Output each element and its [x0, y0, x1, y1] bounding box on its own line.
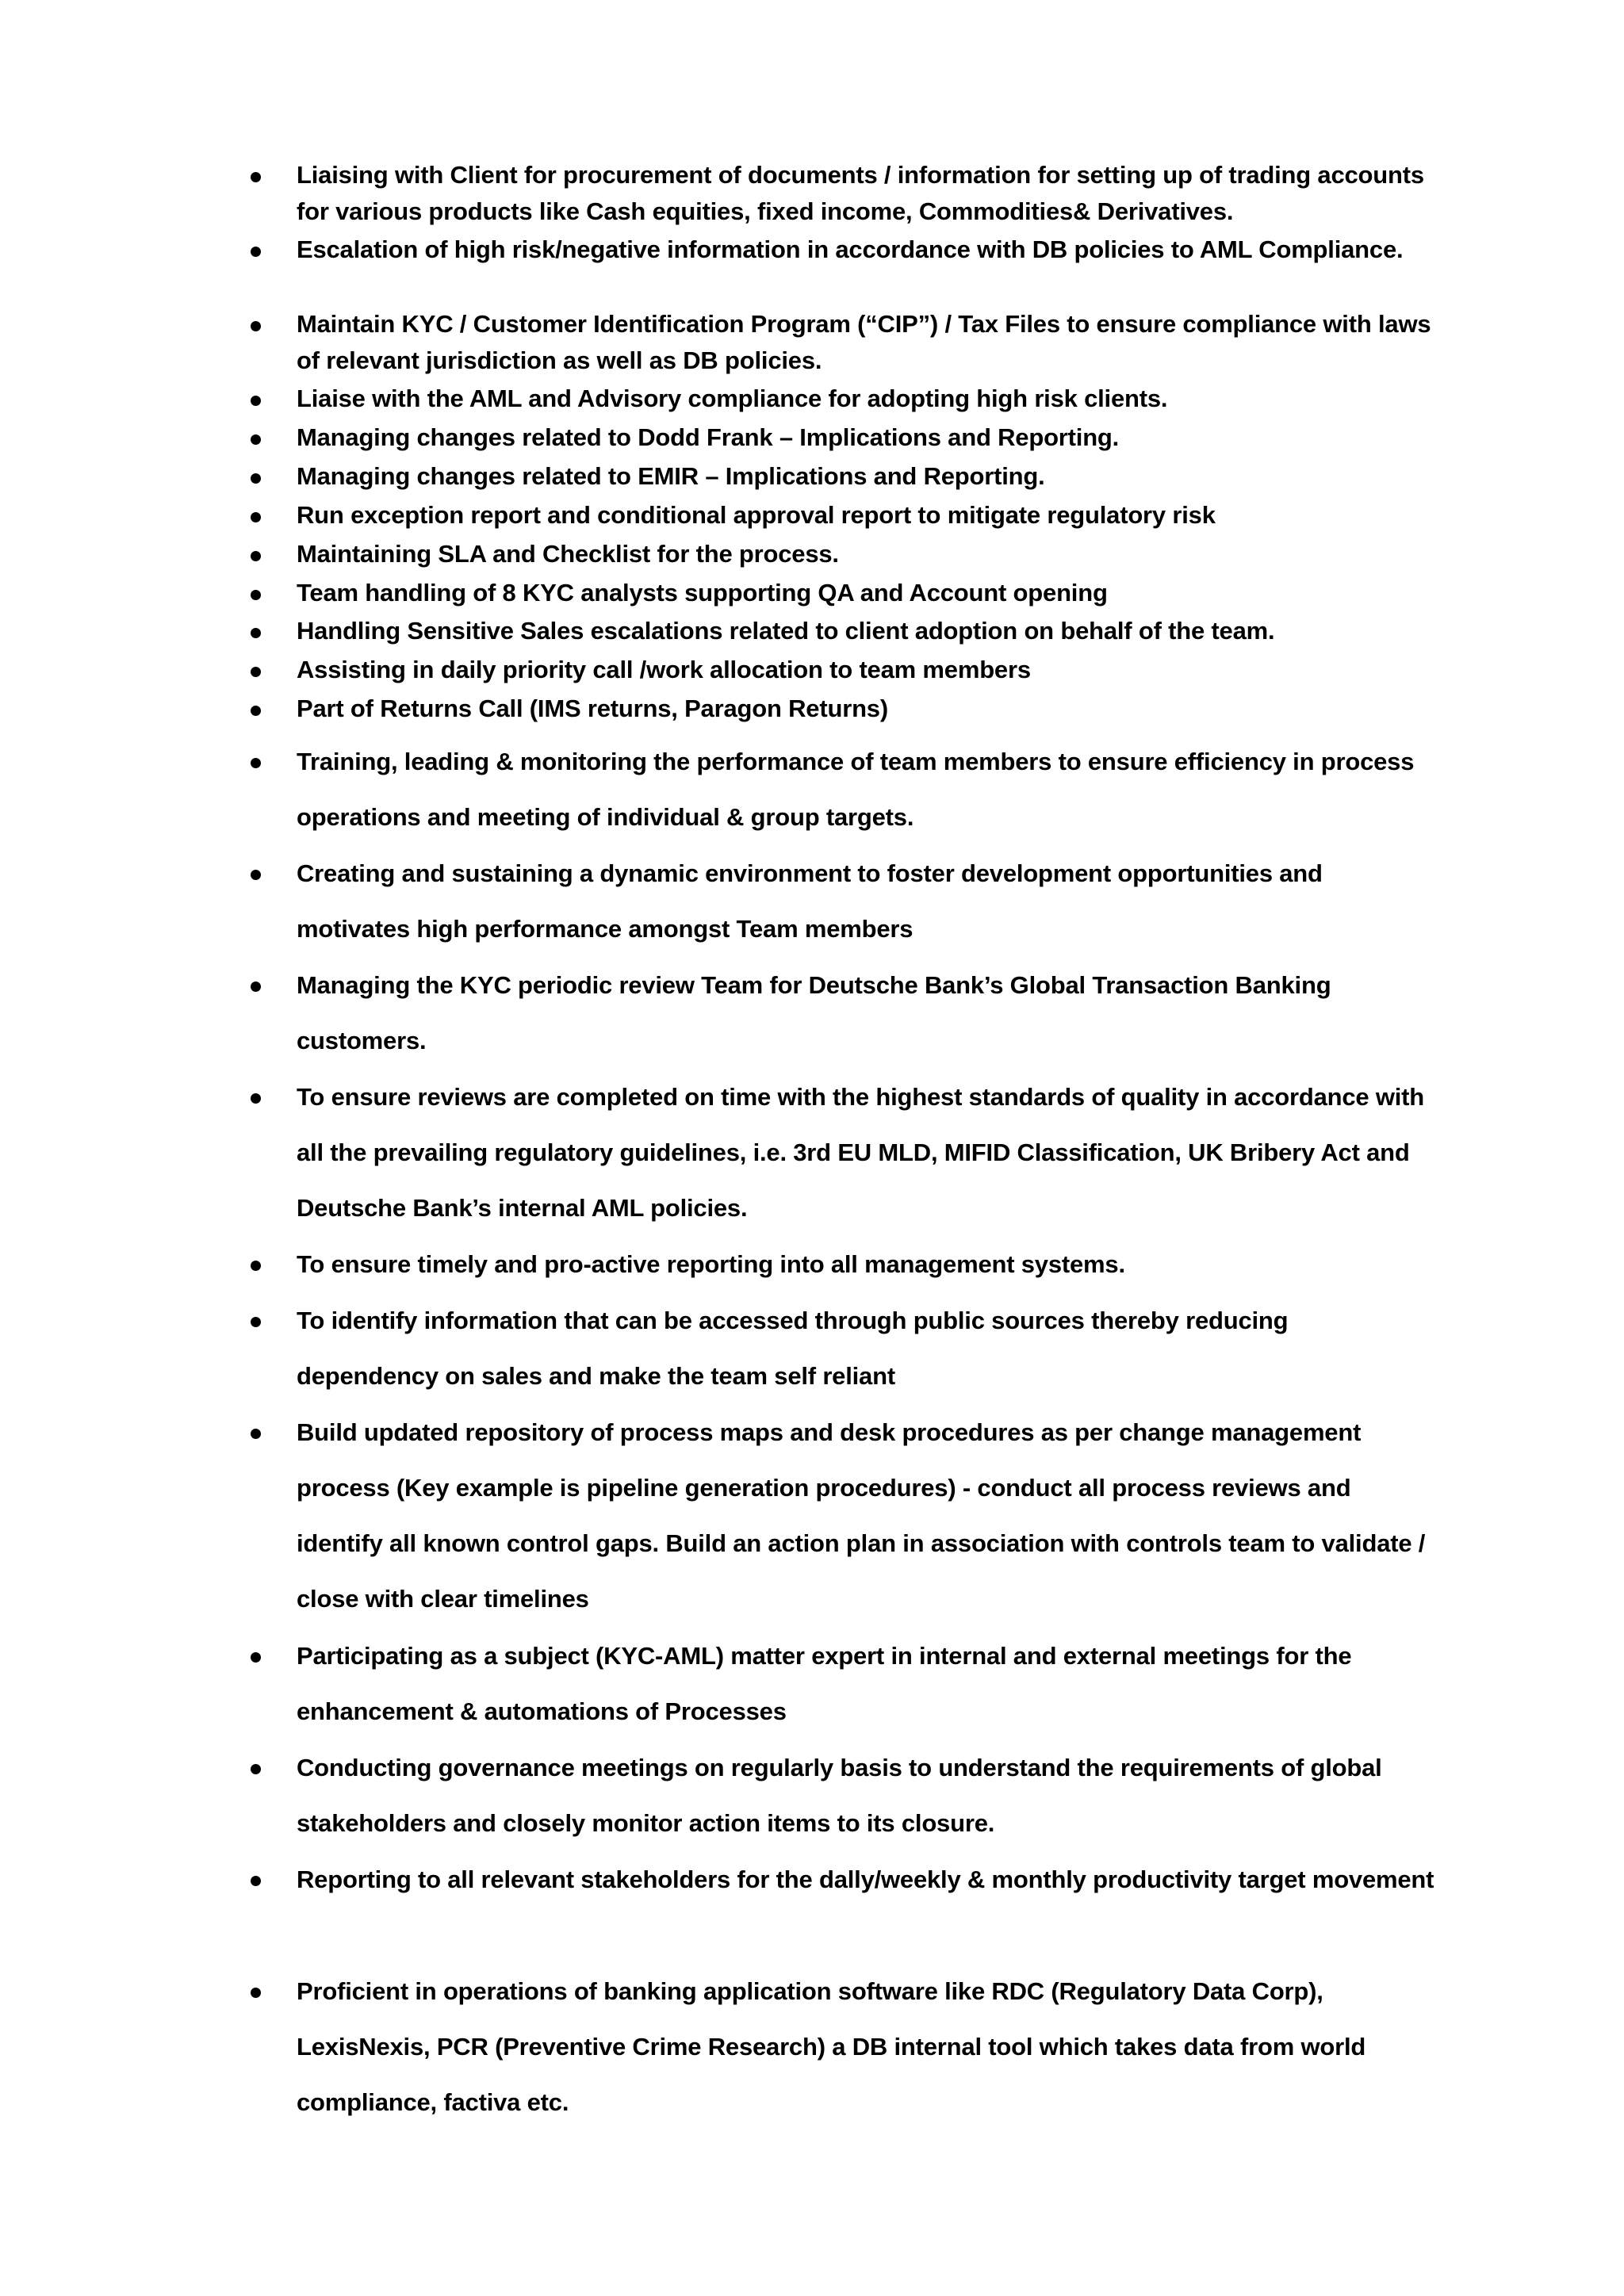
- list-item-text: To ensure timely and pro-active reporting into all management systems.: [297, 1250, 1125, 1278]
- list-item-text: Managing the KYC periodic review Team for Deutsche Bank’s Global Transaction Banking customers.: [297, 971, 1331, 1054]
- list-item-text: Managing changes related to Dodd Frank – Implications and Reporting.: [297, 423, 1120, 451]
- bullet-icon: [251, 1988, 261, 1998]
- bullet-icon: [251, 758, 261, 768]
- list-item-text: Assisting in daily priority call /work allocation to team members: [297, 656, 1031, 683]
- list-item-text: Participating as a subject (KYC-AML) matter expert in internal and external meetings for the enhancement & automations of Processes: [297, 1642, 1352, 1725]
- list-item-text: Run exception report and conditional approval report to mitigate regulatory risk: [297, 501, 1216, 529]
- list-item-text: Proficient in operations of banking application software like RDC (Regulatory Data Corp), LexisNexis, PCR (Preventive Crime Research) a DB internal tool which takes data from world compliance, factiva etc.: [297, 1977, 1366, 2116]
- bullet-icon: [251, 473, 261, 484]
- list-item-text: Conducting governance meetings on regularly basis to understand the requirements of global stakeholders and closely monitor action items to its closure.: [297, 1754, 1382, 1837]
- list-item-text: Training, leading & monitoring the performance of team members to ensure efficiency in process operations and meeting of individual & group targets.: [297, 748, 1415, 831]
- list-item-text: Escalation of high risk/negative information in accordance with DB policies to AML Compliance.: [297, 235, 1404, 263]
- bullet-icon: [251, 247, 261, 257]
- bullet-icon: [251, 1261, 261, 1271]
- bullet-icon: [251, 1876, 261, 1886]
- list-item-text: To ensure reviews are completed on time with the highest standards of quality in accordance with all the prevailing regulatory guidelines, i.e. 3rd EU MLD, MIFID Classification, UK Bribery Act and Deutsche Bank’s internal AML policies.: [297, 1083, 1425, 1222]
- list-item-text: Reporting to all relevant stakeholders for the dally/weekly & monthly productivity target movement: [297, 1866, 1434, 1893]
- list-item-text: Managing changes related to EMIR – Implications and Reporting.: [297, 462, 1045, 490]
- bullet-icon: [251, 434, 261, 445]
- list-item-text: Liaise with the AML and Advisory compliance for adopting high risk clients.: [297, 385, 1168, 412]
- bullet-icon: [251, 172, 261, 182]
- list-item-text: To identify information that can be accessed through public sources thereby reducing dependency on sales and make the team self reliant: [297, 1307, 1289, 1390]
- bullet-icon: [251, 870, 261, 880]
- list-item-text: Creating and sustaining a dynamic environment to foster development opportunities and motivates high performance amongst Team members: [297, 859, 1323, 943]
- bullet-icon: [251, 706, 261, 716]
- bullet-icon: [251, 1652, 261, 1663]
- bullet-icon: [251, 667, 261, 677]
- list-item-text: Liaising with Client for procurement of documents / information for setting up of trading accounts for various products like Cash equities, fixed income, Commodities& Derivatives.: [297, 161, 1424, 225]
- list-item-text: Build updated repository of process maps and desk procedures as per change management process (Key example is pipeline generation procedures) - conduct all process reviews and identify all known control gaps. Build an action plan in association with controls team to validate / close with clear timelines: [297, 1418, 1426, 1613]
- bullet-icon: [251, 1317, 261, 1327]
- bullet-icon: [251, 628, 261, 638]
- bullet-icon: [251, 512, 261, 522]
- bullet-icon: [251, 1764, 261, 1774]
- list-item-text: Part of Returns Call (IMS returns, Paragon Returns): [297, 695, 888, 722]
- bullet-icon: [251, 590, 261, 600]
- bullet-icon: [251, 551, 261, 561]
- bullet-icon: [251, 1093, 261, 1104]
- list-item-text: Handling Sensitive Sales escalations related to client adoption on behalf of the team.: [297, 617, 1275, 645]
- bullet-icon: [251, 982, 261, 992]
- list-item-text: Maintain KYC / Customer Identification Program (“CIP”) / Tax Files to ensure compliance with laws of relevant jurisdiction as well as DB policies.: [297, 310, 1431, 374]
- list-item-text: Maintaining SLA and Checklist for the process.: [297, 540, 839, 568]
- bullet-icon: [251, 396, 261, 406]
- list-item-text: Team handling of 8 KYC analysts supporting QA and Account opening: [297, 579, 1108, 607]
- bullet-icon: [251, 321, 261, 331]
- bullet-icon: [251, 1429, 261, 1439]
